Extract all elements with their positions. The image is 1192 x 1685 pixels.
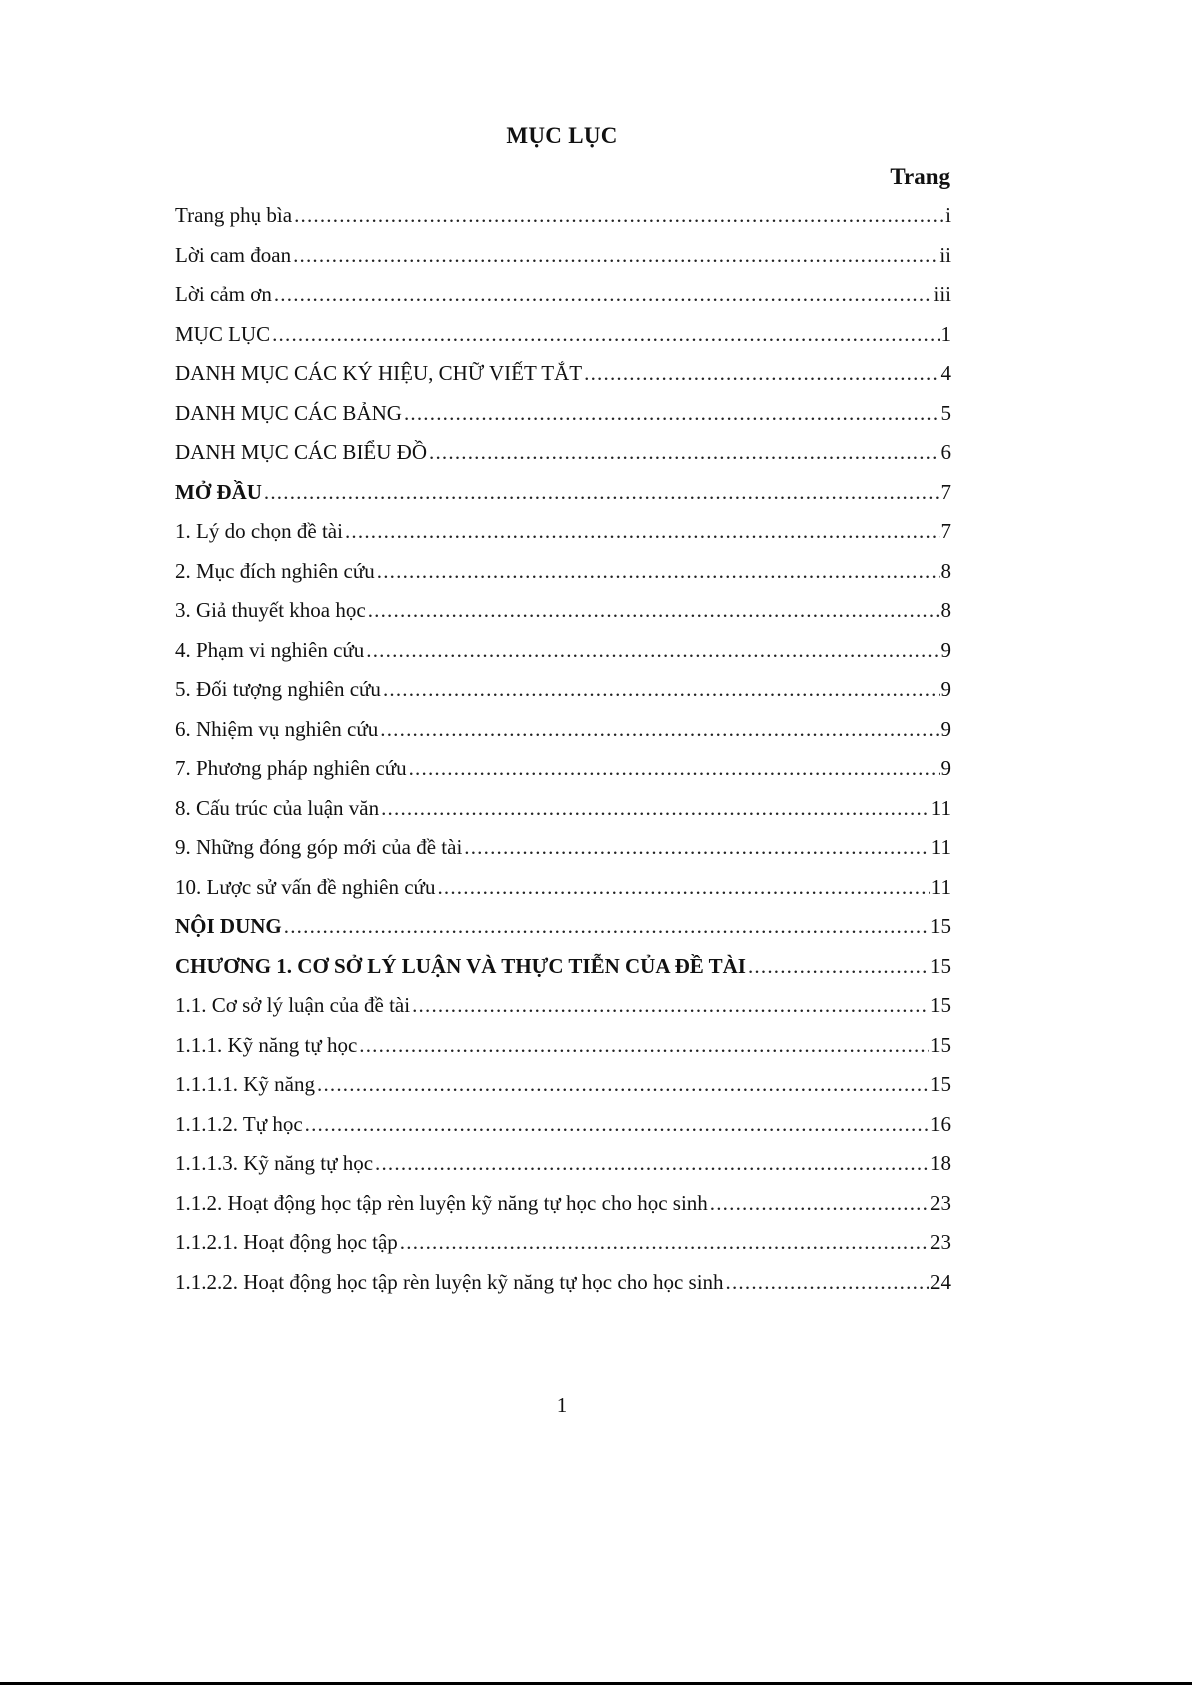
toc-entry-page: 23 — [930, 1190, 951, 1215]
toc-entry — [175, 1072, 951, 1112]
toc-entry-page: 11 — [930, 795, 951, 820]
toc-entry-label: MỞ ĐẦU — [175, 479, 262, 504]
toc-entry-label: 10. Lược sử vấn đề nghiên cứu — [175, 874, 436, 899]
toc-entry — [175, 756, 951, 796]
toc-entry — [175, 203, 951, 243]
toc-entry — [175, 835, 951, 875]
toc-entry-label: CHƯƠNG 1. CƠ SỞ LÝ LUẬN VÀ THỰC TIỄN CỦA ĐỀ TÀI — [175, 953, 746, 978]
toc-entry — [175, 243, 951, 283]
toc-entry — [175, 954, 951, 994]
toc-dot-leader — [437, 875, 929, 900]
toc-entry-page: 5 — [940, 400, 951, 425]
toc-dot-leader — [305, 1112, 929, 1137]
toc-entry-page: 11 — [930, 874, 951, 899]
toc-dot-leader — [383, 677, 940, 702]
toc-dot-leader — [366, 638, 939, 663]
toc-entry — [175, 993, 951, 1033]
toc-entry — [175, 914, 951, 954]
toc-entry-label: 4. Phạm vi nghiên cứu — [175, 637, 365, 662]
toc-entry-label: 1.1.1. Kỹ năng tự học — [175, 1032, 358, 1057]
toc-dot-leader — [284, 914, 929, 939]
toc-entry — [175, 1033, 951, 1073]
toc-entry-label: NỘI DUNG — [175, 914, 282, 938]
toc-entry-page: 7 — [940, 479, 951, 504]
toc-entry-page: 7 — [940, 519, 951, 543]
toc-entry-page: 9 — [940, 637, 951, 662]
toc-entry-page: 23 — [930, 1230, 951, 1254]
toc-entry — [175, 796, 951, 836]
toc-entry — [175, 1191, 951, 1231]
toc-dot-leader — [293, 243, 938, 268]
toc-dot-leader — [404, 401, 940, 426]
toc-dot-leader — [464, 835, 929, 860]
toc-entry-label: Lời cam đoan — [175, 242, 292, 267]
toc-entry-label: Lời cảm ơn — [175, 282, 272, 306]
toc-entry — [175, 1270, 951, 1310]
toc-entry-page: 6 — [940, 440, 951, 464]
toc-entry-page: 15 — [930, 1032, 951, 1057]
toc-entry-label: 1.1.1.2. Tự học — [175, 1111, 303, 1136]
toc-entry — [175, 282, 951, 322]
toc-entry-label: 1.1.2.2. Hoạt động học tập rèn luyện kỹ năng tự học cho học sinh — [175, 1269, 724, 1294]
toc-entry-label: 6. Nhiệm vụ nghiên cứu — [175, 716, 379, 741]
toc-entry — [175, 401, 951, 441]
toc-entry-label: 1. Lý do chọn đề tài — [175, 519, 343, 543]
toc-dot-leader — [264, 480, 940, 505]
toc-entry-label: 1.1.2. Hoạt động học tập rèn luyện kỹ năng tự học cho học sinh — [175, 1190, 708, 1215]
table-of-contents — [175, 203, 951, 1309]
toc-entry — [175, 598, 951, 638]
toc-dot-leader — [412, 993, 929, 1018]
toc-entry-page: 9 — [940, 677, 951, 701]
toc-dot-leader — [726, 1270, 929, 1295]
toc-entry — [175, 480, 951, 520]
toc-entry-label: 1.1. Cơ sở lý luận của đề tài — [175, 993, 411, 1017]
toc-entry-page: 1 — [940, 321, 951, 346]
toc-dot-leader — [274, 282, 933, 307]
toc-entry-label: DANH MỤC CÁC KÝ HIỆU, CHỮ VIẾT TẮT — [175, 361, 583, 385]
toc-entry — [175, 875, 951, 915]
toc-dot-leader — [359, 1033, 929, 1058]
toc-entry — [175, 559, 951, 599]
toc-entry — [175, 638, 951, 678]
toc-dot-leader — [375, 1151, 929, 1176]
toc-entry-page: 9 — [940, 716, 951, 741]
toc-entry-page: 24 — [930, 1269, 951, 1294]
toc-entry-page: 4 — [940, 361, 951, 385]
toc-entry-page: 15 — [930, 993, 951, 1017]
toc-entry-page: 8 — [940, 558, 951, 583]
toc-entry-page: 9 — [940, 756, 951, 780]
toc-entry-page: ii — [939, 242, 951, 267]
toc-dot-leader — [710, 1191, 929, 1216]
toc-entry — [175, 1112, 951, 1152]
toc-entry-label: 7. Phương pháp nghiên cứu — [175, 756, 407, 780]
toc-entry-label: 2. Mục đích nghiên cứu — [175, 558, 375, 583]
toc-entry — [175, 519, 951, 559]
toc-entry-page: 11 — [930, 835, 951, 859]
toc-entry-label: DANH MỤC CÁC BẢNG — [175, 400, 402, 425]
toc-entry-page: 15 — [930, 953, 951, 978]
toc-entry-label: MỤC LỤC — [175, 321, 271, 346]
toc-entry-page: 8 — [940, 598, 951, 622]
toc-entry-label: 5. Đối tượng nghiên cứu — [175, 677, 381, 701]
toc-entry-label: 9. Những đóng góp mới của đề tài — [175, 835, 463, 859]
toc-dot-leader — [429, 440, 939, 465]
toc-entry-page: 18 — [930, 1151, 951, 1175]
page-column-header: Trang — [890, 164, 950, 189]
toc-entry-label: 3. Giả thuyết khoa học — [175, 598, 366, 622]
toc-entry-label: 1.1.1.1. Kỹ năng — [175, 1072, 315, 1096]
toc-entry-label: Trang phụ bìa — [175, 203, 293, 227]
toc-dot-leader — [380, 717, 939, 742]
toc-entry — [175, 1151, 951, 1191]
page-number: 1 — [556, 1393, 568, 1417]
toc-dot-leader — [317, 1072, 929, 1097]
toc-entry-page: 15 — [930, 1072, 951, 1096]
toc-dot-leader — [381, 796, 930, 821]
toc-entry — [175, 717, 951, 757]
toc-entry — [175, 677, 951, 717]
toc-dot-leader — [377, 559, 940, 584]
toc-dot-leader — [294, 203, 944, 228]
toc-dot-leader — [368, 598, 940, 623]
toc-entry — [175, 440, 951, 480]
toc-dot-leader — [272, 322, 939, 347]
toc-entry-label: DANH MỤC CÁC BIỂU ĐỒ — [175, 440, 428, 464]
toc-entry-label: 8. Cấu trúc của luận văn — [175, 795, 380, 820]
toc-entry-label: 1.1.1.3. Kỹ năng tự học — [175, 1151, 374, 1175]
toc-entry — [175, 1230, 951, 1270]
toc-dot-leader — [584, 361, 939, 386]
toc-entry-page: 15 — [930, 914, 951, 938]
toc-dot-leader — [400, 1230, 929, 1255]
toc-entry-page: 16 — [930, 1111, 951, 1136]
toc-dot-leader — [748, 954, 929, 979]
toc-dot-leader — [345, 519, 940, 544]
toc-entry — [175, 361, 951, 401]
toc-title: MỤC LỤC — [506, 123, 618, 148]
toc-entry — [175, 322, 951, 362]
toc-entry-page: iii — [933, 282, 951, 306]
toc-entry-label: 1.1.2.1. Hoạt động học tập — [175, 1230, 398, 1254]
toc-entry-page: i — [945, 203, 951, 227]
toc-dot-leader — [409, 756, 940, 781]
